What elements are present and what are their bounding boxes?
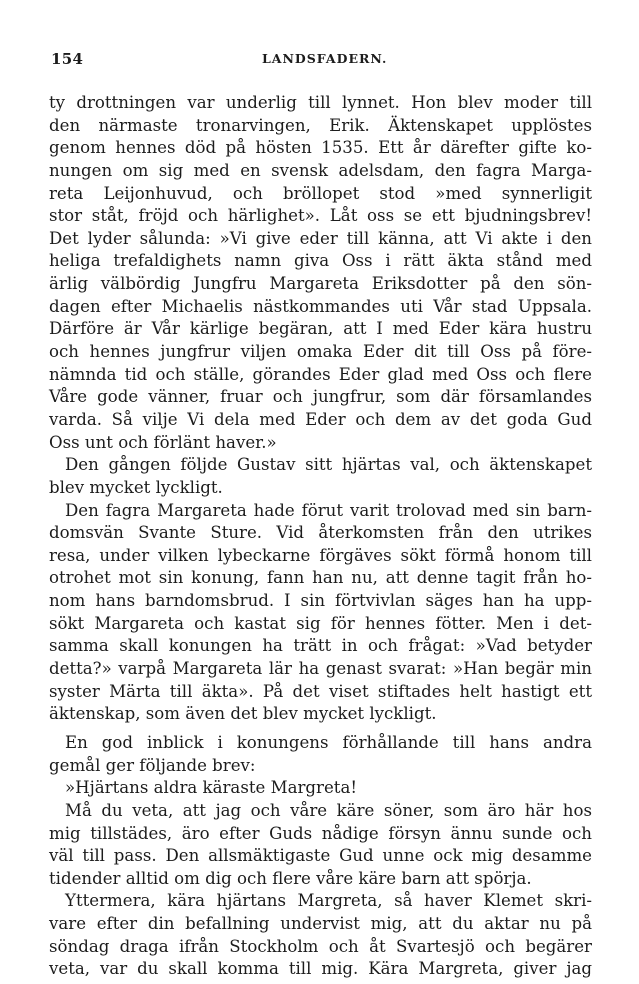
text-line: och hennes jungfrur viljen omaka Eder dit till Oss på före- [49,342,592,362]
text-line: reta Leijonhuvud, och bröllopet stod »med synnerligit [49,183,592,203]
text-line: stor ståt, fröjd och härlighet». Låt oss se ett bjudningsbrev! [49,206,592,226]
text-line: tidender alltid om dig och flere våre käre barn att spörja. [49,868,532,888]
text-line: otrohet mot sin konung, fann han nu, att denne tagit från ho- [49,568,592,588]
body-text [49,92,592,981]
text-line: genom hennes död på hösten 1535. Ett år därefter gifte ko- [49,138,592,158]
text-line: ärlig välbördig Jungfru Margareta Eriksdotter på den sön- [49,274,592,294]
text-line: nom hans barndomsbrud. I sin förtvivlan säges han ha upp- [49,591,592,611]
text-line: syster Märta till äkta». På det viset stiftades helt hastigt ett [49,681,592,701]
text-line: blev mycket lyckligt. [49,477,223,497]
text-line: detta?» varpå Margareta lär ha genast svarat: »Han begär min [49,659,592,679]
text-line: nämnda tid och ställe, görandes Eder glad med Oss och flere [49,364,592,384]
page-number: 154 [51,50,84,68]
text-line: samma skall konungen ha trätt in och frågat: »Vad betyder [49,636,592,656]
text-line: Våre gode vänner, fruar och jungfrur, som där församlandes [49,387,592,407]
text-line: sökt Margareta och kastat sig för hennes fötter. Men i det- [49,613,592,633]
text-line: Den fagra Margareta hade förut varit trolovad med sin barn- [65,500,592,520]
text-line: den närmaste tronarvingen, Erik. Äktenskapet upplöstes [49,115,592,135]
text-line: Yttermera, kära hjärtans Margreta, så haver Klemet skri- [65,891,592,911]
text-line: Den gången följde Gustav sitt hjärtas val, och äktenskapet [65,455,592,475]
text-line: väl till pass. Den allsmäktigaste Gud unne ock mig desamme [49,846,592,866]
text-line: söndag draga ifrån Stockholm och åt Svartesjö och begärer [49,936,592,956]
text-line: domsvän Svante Sture. Vid återkomsten från den utrikes [49,523,592,543]
text-line: vare efter din befallning undervist mig, att du aktar nu på [49,914,592,934]
text-line: Oss unt och förlänt haver.» [49,432,277,452]
running-head: LANDSFADERN. [262,51,388,66]
text-line: En god inblick i konungens förhållande till hans andra [65,732,592,752]
text-line: ty drottningen var underlig till lynnet. Hon blev moder till [49,93,592,112]
text-line: heliga trefaldighets namn giva Oss i rätt äkta stånd med [49,251,592,271]
text-line: varda. Så vilje Vi dela med Eder och dem av det goda Gud [49,409,592,429]
text-line: äktenskap, som även det blev mycket lyckligt. [49,704,437,724]
text-line: Det lyder sålunda: »Vi give eder till känna, att Vi akte i den [49,228,592,248]
text-line: gemål ger följande brev: [49,755,256,775]
text-line: veta, var du skall komma till mig. Kära Margreta, giver jag [49,959,592,979]
text-line: mig tillstädes, äro efter Guds nådige försyn ännu sunde och [49,823,592,843]
text-line: dagen efter Michaelis nästkommandes uti Vår stad Uppsala. [49,296,592,316]
text-line: »Hjärtans aldra käraste Margreta! [65,778,358,798]
text-line: Må du veta, att jag och våre käre söner, som äro här hos [65,800,592,820]
text-line: resa, under vilken lybeckarne förgäves sökt förmå honom till [49,545,592,565]
page-header [51,50,591,74]
text-line: nungen om sig med en svensk adelsdam, den fagra Marga- [49,160,592,180]
text-line: Därföre är Vår kärlige begäran, att I med Eder kära hustru [49,319,592,339]
